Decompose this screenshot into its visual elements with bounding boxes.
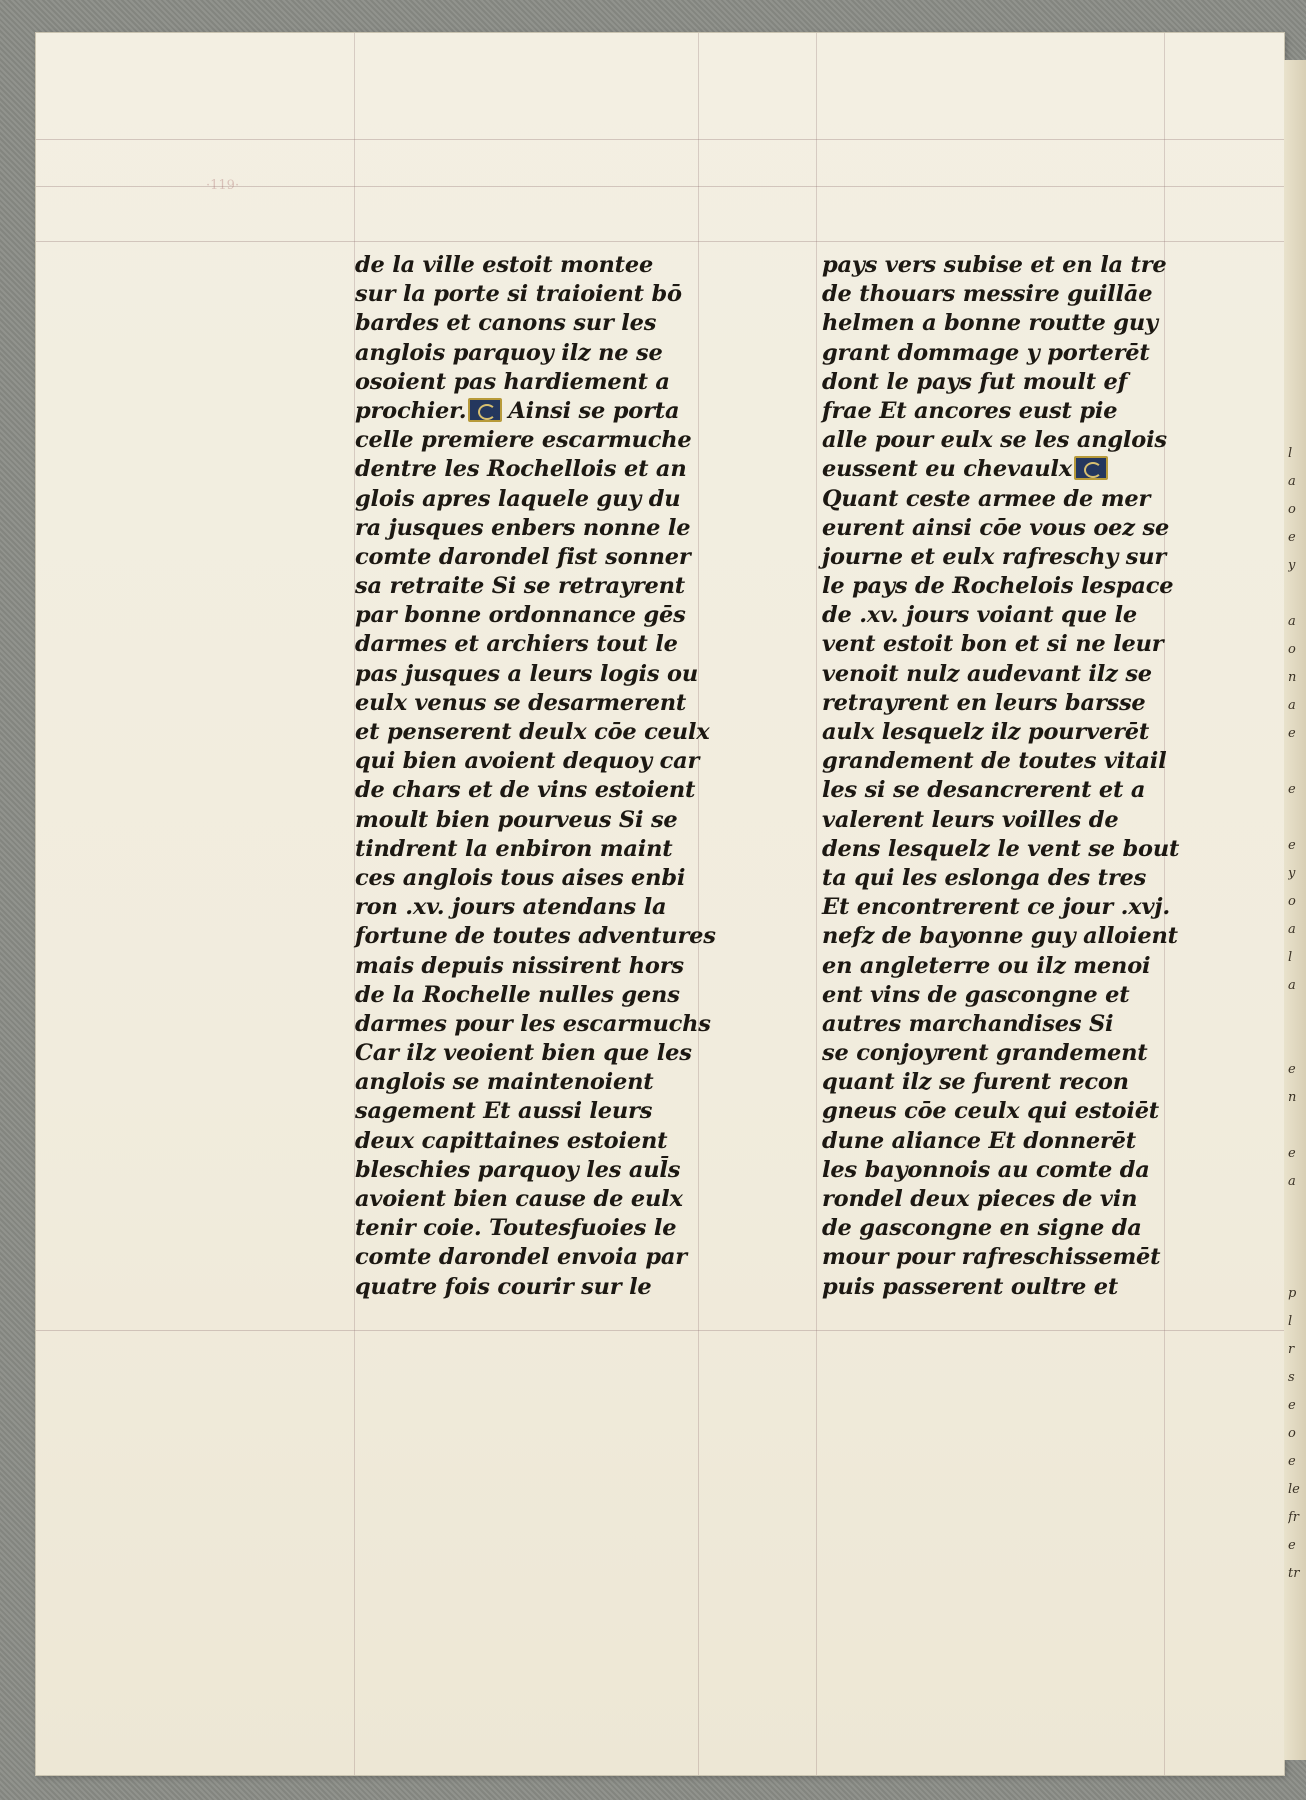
line-text: en angleterre ou ilz menoi bbox=[822, 952, 1151, 979]
manuscript-line bbox=[822, 806, 1212, 835]
line-text: sa retraite Si se retrayrent bbox=[355, 573, 685, 600]
manuscript-line bbox=[822, 543, 1212, 572]
edge-fragment bbox=[1288, 748, 1306, 776]
ruling-line bbox=[36, 139, 1284, 140]
line-text: quant ilz se furent recon bbox=[822, 1069, 1129, 1096]
manuscript-line bbox=[355, 1273, 745, 1302]
line-text: darmes et archiers tout le bbox=[355, 631, 678, 658]
ruling-line bbox=[816, 33, 817, 1775]
line-text: sagement Et aussi leurs bbox=[355, 1098, 653, 1125]
edge-fragment: l bbox=[1288, 1314, 1293, 1329]
line-text: aulx lesquelz ilz pourverēt bbox=[822, 719, 1150, 745]
line-text: tenir coie. Toutesfuoies le bbox=[355, 1215, 677, 1242]
illuminated-initial-icon bbox=[468, 398, 502, 422]
edge-fragment: tr bbox=[1288, 1566, 1300, 1581]
right-text-column bbox=[822, 251, 1212, 1302]
edge-fragment: a bbox=[1288, 474, 1296, 489]
manuscript-line bbox=[355, 922, 745, 951]
manuscript-line bbox=[355, 1185, 745, 1214]
manuscript-line bbox=[355, 718, 745, 747]
left-text-column bbox=[355, 251, 745, 1302]
manuscript-line bbox=[355, 514, 745, 543]
manuscript-line bbox=[355, 1039, 745, 1068]
edge-fragment: a bbox=[1288, 698, 1296, 713]
manuscript-line bbox=[355, 1156, 745, 1185]
manuscript-line bbox=[355, 689, 745, 718]
manuscript-line bbox=[355, 1214, 745, 1243]
line-text: grant dommage y porterēt bbox=[822, 339, 1150, 366]
manuscript-line bbox=[822, 922, 1212, 951]
edge-fragment: e bbox=[1288, 1398, 1296, 1413]
manuscript-line bbox=[355, 397, 745, 426]
line-text-part: prochier. bbox=[355, 397, 467, 424]
line-text: eulx venus se desarmerent bbox=[355, 689, 687, 716]
line-text: ra jusques enbers nonne le bbox=[355, 514, 691, 541]
manuscript-line bbox=[822, 864, 1212, 893]
line-text: mour pour rafreschissemēt bbox=[822, 1244, 1161, 1271]
line-text: celle premiere escarmuche bbox=[355, 427, 692, 454]
edge-fragment: e bbox=[1288, 726, 1296, 741]
manuscript-line bbox=[822, 630, 1212, 659]
line-text: dentre les Rochellois et an bbox=[355, 456, 687, 483]
manuscript-line bbox=[822, 368, 1212, 397]
manuscript-line bbox=[355, 893, 745, 922]
manuscript-line bbox=[355, 426, 745, 455]
edge-fragment: l bbox=[1288, 446, 1293, 461]
line-text: pays vers subise et en la tre bbox=[822, 252, 1167, 278]
folio-number: ·119· bbox=[206, 178, 240, 193]
line-text: les si se desancrerent et a bbox=[822, 777, 1146, 804]
edge-fragment: e bbox=[1288, 1538, 1296, 1553]
manuscript-line bbox=[355, 776, 745, 805]
edge-fragment: fr bbox=[1288, 1510, 1300, 1525]
line-text: comte darondel envoia par bbox=[355, 1244, 687, 1271]
line-text: vent estoit bon et si ne leur bbox=[822, 631, 1164, 658]
manuscript-line bbox=[355, 601, 745, 630]
manuscript-line bbox=[355, 1068, 745, 1097]
line-text: frae Et ancores eust pie bbox=[822, 397, 1118, 424]
manuscript-line bbox=[822, 309, 1212, 338]
line-text: bardes et canons sur les bbox=[355, 310, 657, 337]
manuscript-line bbox=[822, 280, 1212, 309]
manuscript-line bbox=[822, 1156, 1212, 1185]
line-text: helmen a bonne routte guy bbox=[822, 310, 1158, 337]
manuscript-line bbox=[822, 1243, 1212, 1272]
edge-fragment bbox=[1288, 1196, 1306, 1224]
line-text: dens lesquelz le vent se bout bbox=[822, 835, 1180, 862]
line-text: dune aliance Et donnerēt bbox=[822, 1127, 1136, 1154]
line-text: moult bien pourveus Si se bbox=[355, 806, 678, 833]
line-text: Car ilz veoient bien que les bbox=[355, 1040, 692, 1067]
edge-fragment: l bbox=[1288, 950, 1293, 965]
edge-fragment: e bbox=[1288, 530, 1296, 545]
line-text: de la ville estoit montee bbox=[355, 252, 654, 278]
line-text: valerent leurs voilles de bbox=[822, 806, 1119, 833]
manuscript-line bbox=[355, 572, 745, 601]
edge-fragment: o bbox=[1288, 894, 1296, 909]
line-text: comte darondel fist sonner bbox=[355, 543, 691, 570]
line-text: le pays de Rochelois lespace bbox=[822, 573, 1174, 600]
edge-fragment: a bbox=[1288, 1174, 1296, 1189]
line-text: journe et eulx rafreschy sur bbox=[822, 543, 1167, 570]
manuscript-line bbox=[822, 1068, 1212, 1097]
manuscript-line bbox=[822, 1185, 1212, 1214]
line-text: de gascongne en signe da bbox=[822, 1215, 1142, 1242]
line-text: sur la porte si traioient bō bbox=[355, 281, 682, 308]
line-text: eurent ainsi cōe vous oez se bbox=[822, 514, 1170, 541]
edge-fragment: p bbox=[1288, 1286, 1297, 1301]
manuscript-line bbox=[822, 1127, 1212, 1156]
manuscript-line bbox=[822, 251, 1212, 280]
line-text: se conjoyrent grandement bbox=[822, 1040, 1148, 1067]
manuscript-line bbox=[822, 455, 1212, 484]
manuscript-line bbox=[822, 514, 1212, 543]
line-text: par bonne ordonnance gēs bbox=[355, 602, 686, 629]
line-text: de .xv. jours voiant que le bbox=[822, 602, 1137, 629]
line-text-part: Ainsi se porta bbox=[508, 397, 680, 424]
line-text: tindrent la enbiron maint bbox=[355, 835, 673, 862]
manuscript-line bbox=[822, 1273, 1212, 1302]
manuscript-line bbox=[822, 339, 1212, 368]
line-text: et penserent deulx cōe ceulx bbox=[355, 719, 710, 745]
manuscript-line bbox=[822, 689, 1212, 718]
edge-fragment: s bbox=[1288, 1370, 1295, 1385]
line-text: osoient pas hardiement a bbox=[355, 368, 670, 395]
manuscript-line bbox=[822, 893, 1212, 922]
edge-fragment: a bbox=[1288, 922, 1296, 937]
line-text: de la Rochelle nulles gens bbox=[355, 981, 680, 1008]
line-text: darmes pour les escarmuchs bbox=[355, 1010, 711, 1037]
line-text: glois apres laquele guy du bbox=[355, 485, 681, 512]
line-text bbox=[355, 398, 679, 424]
edge-fragment bbox=[1288, 1252, 1306, 1280]
manuscript-line bbox=[822, 1214, 1212, 1243]
line-text: anglois se maintenoient bbox=[355, 1069, 654, 1096]
line-text: les bayonnois au comte da bbox=[822, 1156, 1150, 1183]
line-text: bleschies parquoy les aul̄s bbox=[355, 1156, 681, 1183]
edge-fragment: e bbox=[1288, 838, 1296, 853]
adjacent-page-text bbox=[1288, 440, 1306, 1588]
line-text: puis passerent oultre et bbox=[822, 1273, 1119, 1300]
line-text: pas jusques a leurs logis ou bbox=[355, 660, 698, 687]
manuscript-line bbox=[355, 630, 745, 659]
line-text: dont le pays fut moult ef bbox=[822, 368, 1128, 395]
line-text: gneus cōe ceulx qui estoiēt bbox=[822, 1098, 1159, 1125]
edge-fragment: le bbox=[1288, 1482, 1300, 1497]
manuscript-line bbox=[822, 835, 1212, 864]
edge-fragment bbox=[1288, 1112, 1306, 1140]
manuscript-line bbox=[355, 660, 745, 689]
line-text: avoient bien cause de eulx bbox=[355, 1186, 683, 1212]
manuscript-line bbox=[822, 601, 1212, 630]
line-text: ta qui les eslonga des tres bbox=[822, 864, 1147, 891]
manuscript-line bbox=[355, 543, 745, 572]
edge-fragment: a bbox=[1288, 614, 1296, 629]
manuscript-line bbox=[822, 776, 1212, 805]
line-text: de thouars messire guillāe bbox=[822, 281, 1153, 308]
line-text: Et encontrerent ce jour .xvj. bbox=[822, 894, 1170, 921]
manuscript-line bbox=[355, 455, 745, 484]
line-text: nefz de bayonne guy alloient bbox=[822, 923, 1178, 950]
line-text: autres marchandises Si bbox=[822, 1010, 1114, 1037]
edge-fragment bbox=[1288, 580, 1306, 608]
manuscript-line bbox=[355, 835, 745, 864]
line-text: Quant ceste armee de mer bbox=[822, 485, 1151, 512]
edge-fragment: n bbox=[1288, 1090, 1297, 1105]
ruling-line bbox=[36, 1330, 1284, 1331]
edge-fragment: e bbox=[1288, 1146, 1296, 1161]
edge-fragment: e bbox=[1288, 1062, 1296, 1077]
line-text: ron .xv. jours atendans la bbox=[355, 894, 667, 921]
edge-fragment: y bbox=[1288, 558, 1296, 573]
manuscript-line bbox=[822, 660, 1212, 689]
manuscript-line bbox=[355, 251, 745, 280]
edge-fragment: y bbox=[1288, 866, 1296, 881]
manuscript-line bbox=[355, 806, 745, 835]
line-text: anglois parquoy ilz ne se bbox=[355, 339, 663, 366]
line-text: rondel deux pieces de vin bbox=[822, 1186, 1138, 1212]
edge-fragment bbox=[1288, 1028, 1306, 1056]
manuscript-line bbox=[822, 1097, 1212, 1126]
manuscript-line bbox=[355, 864, 745, 893]
line-text: mais depuis nissirent hors bbox=[355, 952, 684, 979]
edge-fragment: r bbox=[1288, 1342, 1295, 1357]
manuscript-line bbox=[355, 1010, 745, 1039]
line-text: de chars et de vins estoient bbox=[355, 777, 696, 804]
manuscript-line bbox=[822, 572, 1212, 601]
line-text: ces anglois tous aises enbi bbox=[355, 864, 686, 891]
manuscript-line bbox=[355, 1097, 745, 1126]
line-text: venoit nulz audevant ilz se bbox=[822, 660, 1152, 687]
manuscript-line bbox=[822, 426, 1212, 455]
line-text: ent vins de gascongne et bbox=[822, 981, 1130, 1008]
line-text: quatre fois courir sur le bbox=[355, 1273, 652, 1300]
manuscript-line bbox=[822, 1039, 1212, 1068]
edge-fragment: o bbox=[1288, 642, 1296, 657]
edge-fragment bbox=[1288, 1224, 1306, 1252]
edge-fragment: e bbox=[1288, 1454, 1296, 1469]
ruling-line bbox=[36, 241, 1284, 242]
manuscript-line bbox=[355, 1243, 745, 1272]
line-text: eussent eu chevaulx bbox=[822, 456, 1072, 483]
manuscript-line bbox=[355, 309, 745, 338]
manuscript-line bbox=[822, 981, 1212, 1010]
line-text: fortune de toutes adventures bbox=[355, 923, 716, 950]
manuscript-line bbox=[355, 1127, 745, 1156]
manuscript-line bbox=[355, 280, 745, 309]
manuscript-line bbox=[355, 747, 745, 776]
edge-fragment: o bbox=[1288, 1426, 1296, 1441]
illuminated-initial-icon bbox=[1074, 456, 1108, 480]
manuscript-line bbox=[355, 339, 745, 368]
line-text: retrayrent en leurs barsse bbox=[822, 689, 1146, 716]
line-text: qui bien avoient dequoy car bbox=[355, 748, 700, 775]
manuscript-line bbox=[355, 952, 745, 981]
manuscript-line bbox=[822, 397, 1212, 426]
manuscript-line bbox=[822, 485, 1212, 514]
edge-fragment: n bbox=[1288, 670, 1297, 685]
manuscript-line bbox=[355, 368, 745, 397]
manuscript-line bbox=[355, 485, 745, 514]
edge-fragment: a bbox=[1288, 978, 1296, 993]
edge-fragment bbox=[1288, 804, 1306, 832]
edge-fragment: e bbox=[1288, 782, 1296, 797]
manuscript-line bbox=[822, 747, 1212, 776]
line-text: grandement de toutes vitail bbox=[822, 748, 1167, 775]
edge-fragment bbox=[1288, 1000, 1306, 1028]
manuscript-line bbox=[822, 1010, 1212, 1039]
line-text: deux capittaines estoient bbox=[355, 1127, 668, 1154]
manuscript-line bbox=[355, 981, 745, 1010]
manuscript-line bbox=[822, 952, 1212, 981]
edge-fragment: o bbox=[1288, 502, 1296, 517]
manuscript-line bbox=[822, 718, 1212, 747]
line-text: alle pour eulx se les anglois bbox=[822, 427, 1167, 454]
